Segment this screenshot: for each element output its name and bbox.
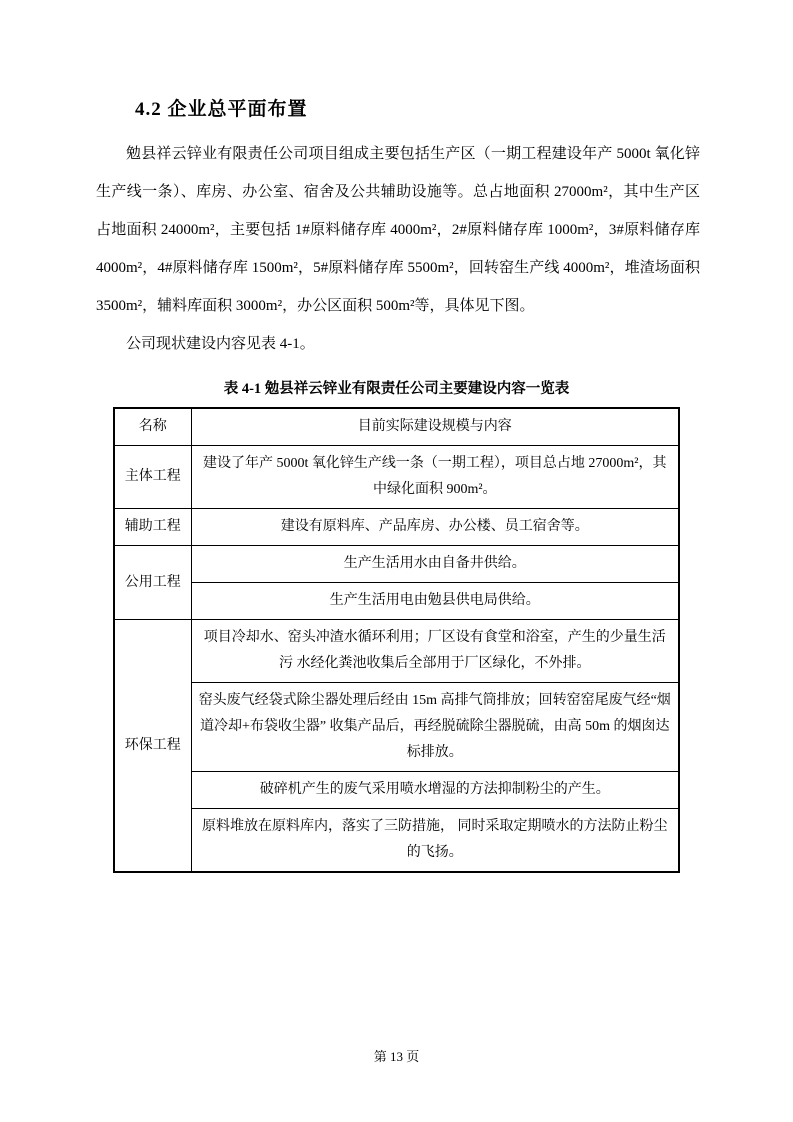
cell-env-wastewater: 项目冷却水、窑头冲渣水循环利用；厂区设有食堂和浴室，产生的少量生活污 水经化粪池收集后全部用于厂区绿化，不外排。	[191, 620, 679, 683]
table-row	[114, 509, 679, 546]
table-row	[114, 809, 679, 873]
table-row	[114, 583, 679, 620]
cell-auxiliary-works: 建设有原料库、产品库房、办公楼、员工宿舍等。	[191, 509, 679, 546]
table-header-row	[114, 408, 679, 446]
cell-env-material-dust: 原料堆放在原料库内，落实了三防措施， 同时采取定期喷水的方法防止粉尘的飞扬。	[191, 809, 679, 873]
cell-env-exhaust: 窑头废气经袋式除尘器处理后经由 15m 高排气筒排放；回转窑窑尾废气经“烟道冷却+布袋收尘器” 收集产品后，再经脱硫除尘器脱硫，由高 50m 的烟囱达标排放。	[191, 683, 679, 772]
cell-main-works: 建设了年产 5000t 氧化锌生产线一条（一期工程），项目总占地 27000m²，其中绿化面积 900m²。	[191, 446, 679, 509]
row-label-auxiliary-works: 辅助工程	[114, 509, 191, 546]
page-number: 第 13 页	[373, 1049, 420, 1064]
table-caption: 表 4-1 勉县祥云锌业有限责任公司主要建设内容一览表	[223, 381, 570, 397]
table-row	[114, 683, 679, 772]
construction-content-table	[113, 407, 680, 873]
header-cell-name: 名称	[114, 408, 191, 446]
table-row	[114, 772, 679, 809]
cell-env-crusher-dust: 破碎机产生的废气采用喷水增湿的方法抑制粉尘的产生。	[191, 772, 679, 809]
body-paragraph-1: 勉县祥云锌业有限责任公司项目组成主要包括生产区（一期工程建设年产 5000t 氧化锌生产线一条）、库房、办公室、宿舍及公共辅助设施等。总占地面积 27000m²，其中生产区占地面积 24000m²，主要包括 1#原料储存库 4000m²，2#原料储存库 1000m²，3#原料储存库 4000m²，4#原料储存库 1500m²，5#原料储存库 5500m²，回转窑生产线 4000m²，堆渣场面积 3500m²，辅料库面积 3000m²，办公区面积 500m²等，具体见下图。	[96, 146, 700, 314]
row-label-main-works: 主体工程	[114, 446, 191, 509]
section-heading: 4.2 企业总平面布置	[135, 99, 308, 120]
body-paragraph-2: 公司现状建设内容见表 4-1。	[126, 336, 315, 352]
row-label-environmental-works: 环保工程	[114, 620, 191, 873]
header-cell-content: 目前实际建设规模与内容	[191, 408, 679, 446]
cell-utility-power: 生产生活用电由勉县供电局供给。	[191, 583, 679, 620]
row-label-utility-works: 公用工程	[114, 546, 191, 620]
table-row	[114, 546, 679, 583]
table-row	[114, 620, 679, 683]
cell-utility-water: 生产生活用水由自备井供给。	[191, 546, 679, 583]
table-row	[114, 446, 679, 509]
